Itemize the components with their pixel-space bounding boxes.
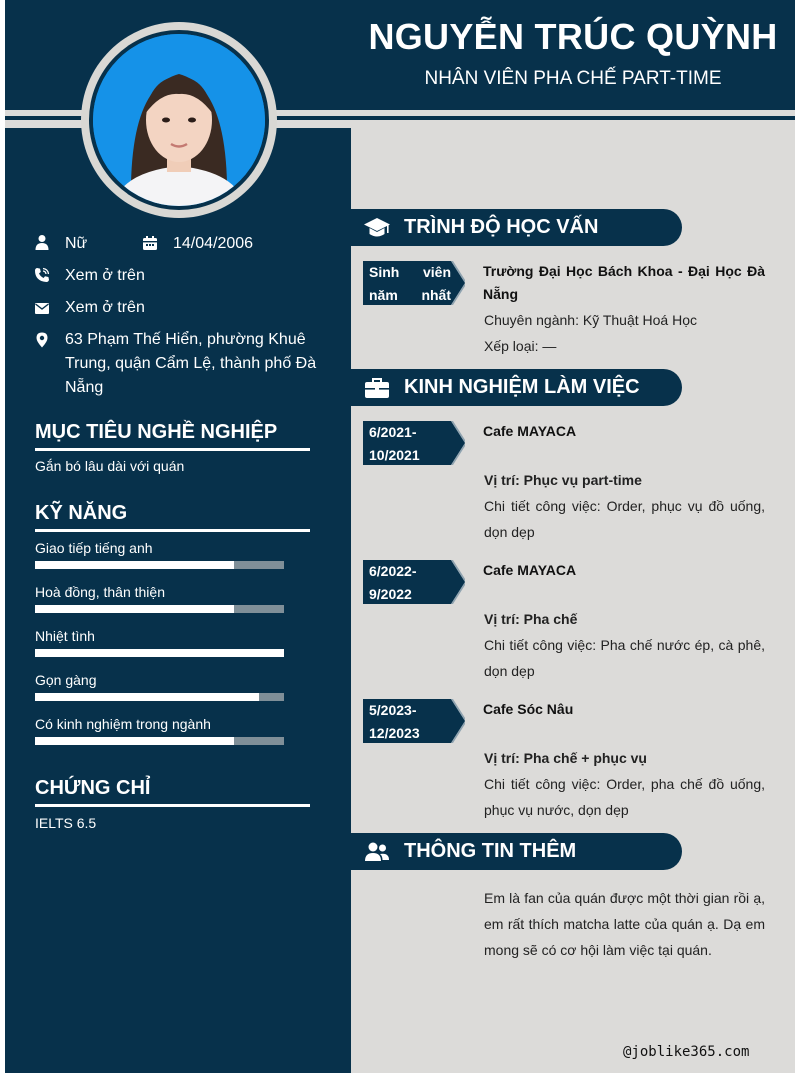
experience-company: Cafe Sóc Nâu	[483, 701, 574, 717]
certificate-text: IELTS 6.5	[35, 815, 97, 831]
skill-level-fill	[35, 605, 234, 613]
experience-date-end: 9/2022	[369, 586, 412, 602]
objective-text: Gắn bó lâu dài với quán	[35, 458, 185, 474]
education-school: Trường Đại Học Bách Khoa - Đại Học Đà Nẵng	[483, 263, 765, 302]
user-icon	[34, 234, 50, 250]
sidebar	[5, 128, 351, 1073]
skill-level-bar	[35, 561, 284, 569]
experience-heading: KINH NGHIỆM LÀM VIỆC	[404, 376, 640, 398]
education-period: Sinh viên năm nhất	[369, 264, 451, 303]
skill-label: Giao tiếp tiếng anh	[35, 540, 153, 556]
map-pin-icon	[34, 332, 50, 348]
skill-label: Nhiệt tình	[35, 628, 95, 644]
calendar-icon	[142, 235, 158, 251]
skill-label: Có kinh nghiệm trong ngành	[35, 716, 211, 732]
experience-position: Vị trí: Phục vụ part-time	[484, 472, 642, 488]
additional-section-heading	[351, 833, 682, 870]
education-heading: TRÌNH ĐỘ HỌC VẤN	[404, 216, 599, 238]
experience-details: Chi tiết công việc: Order, pha chế đồ uống, phục vụ nước, dọn dẹp	[484, 776, 765, 818]
experience-position: Vị trí: Pha chế + phục vụ	[484, 750, 647, 766]
experience-date-start: 6/2022-	[369, 563, 417, 579]
experience-details: Chi tiết công việc: Pha chế nước ép, cà phê, dọn dẹp	[484, 637, 765, 679]
experience-date-tag	[363, 560, 465, 604]
gender-text: Nữ	[65, 235, 88, 252]
skills-heading: KỸ NĂNG	[35, 502, 310, 532]
experience-company: Cafe MAYACA	[483, 562, 577, 578]
experience-section-heading	[351, 369, 682, 406]
graduation-cap-icon	[364, 215, 390, 241]
additional-text: Em là fan của quán được một thời gian rồi ạ, em rất thích matcha latte của quán ạ. Dạ em mong sẽ có cơ hội làm việc tại quán.	[484, 890, 765, 958]
experience-date-end: 12/2023	[369, 725, 420, 741]
experience-date-start: 5/2023-	[369, 702, 417, 718]
watermark: @joblike365.com	[623, 1044, 750, 1060]
experience-details: Chi tiết công việc: Order, phục vụ đồ uống, dọn dẹp	[484, 498, 765, 540]
experience-date-start: 6/2021-	[369, 424, 417, 440]
skill-level-bar	[35, 693, 284, 701]
birthday-text: 14/04/2006	[173, 235, 254, 252]
skill-label: Hoà đồng, thân thiện	[35, 584, 165, 600]
experience-position: Vị trí: Pha chế	[484, 611, 578, 627]
skill-level-fill	[35, 649, 284, 657]
experience-date-end: 10/2021	[369, 447, 420, 463]
phone-text: Xem ở trên	[65, 267, 145, 284]
portrait-photo	[93, 34, 265, 206]
experience-date-tag	[363, 699, 465, 743]
email-text: Xem ở trên	[65, 299, 145, 316]
skill-level-fill	[35, 561, 234, 569]
additional-heading: THÔNG TIN THÊM	[404, 840, 577, 862]
skill-level-fill	[35, 693, 259, 701]
experience-date-tag	[363, 421, 465, 465]
education-section-heading	[351, 209, 682, 246]
skill-level-fill	[35, 737, 234, 745]
education-period-tag	[363, 261, 465, 305]
skill-level-bar	[35, 649, 284, 657]
skill-level-bar	[35, 737, 284, 745]
cv-page	[5, 0, 795, 1073]
avatar	[93, 34, 265, 206]
candidate-name: NGUYỄN TRÚC QUỲNH	[368, 16, 778, 57]
phone-icon	[34, 267, 50, 283]
education-grade: Xếp loại: —	[484, 338, 557, 354]
experience-company: Cafe MAYACA	[483, 423, 577, 439]
avatar-frame	[81, 22, 277, 218]
objective-heading: MỤC TIÊU NGHỀ NGHIỆP	[35, 421, 310, 451]
education-major: Chuyên ngành: Kỹ Thuật Hoá Học	[484, 312, 697, 328]
certificates-heading: CHỨNG CHỈ	[35, 777, 310, 807]
briefcase-icon	[364, 375, 390, 401]
skill-label: Gọn gàng	[35, 672, 97, 688]
job-title: NHÂN VIÊN PHA CHẾ PART-TIME	[424, 68, 722, 89]
address-text: 63 Phạm Thế Hiển, phường Khuê Trung, quận Cẩm Lệ, thành phố Đà Nẵng	[65, 331, 317, 396]
users-icon	[364, 839, 390, 865]
skill-level-bar	[35, 605, 284, 613]
envelope-icon	[34, 300, 50, 316]
